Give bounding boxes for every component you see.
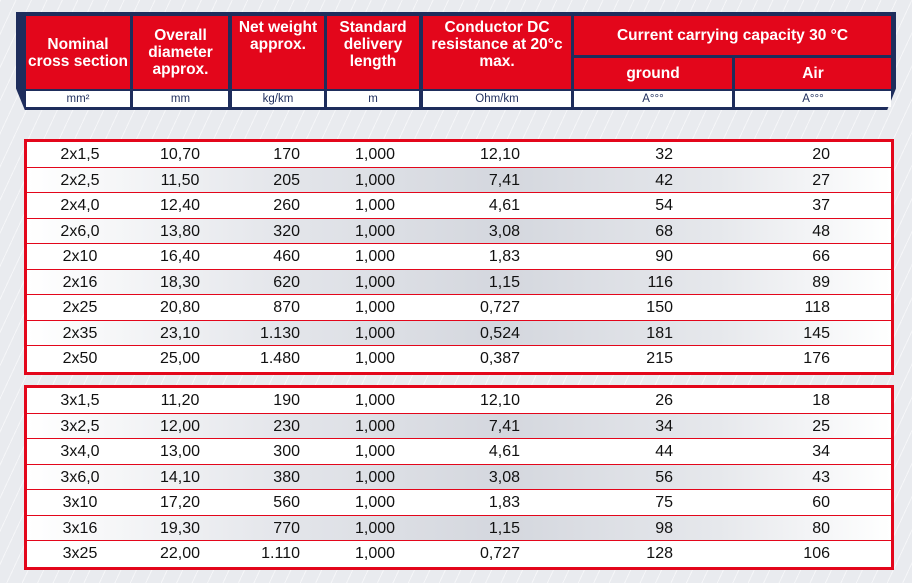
cell-diameter: 13,80 bbox=[159, 222, 201, 240]
cell-weight: 1.110 bbox=[261, 545, 300, 562]
table-block-2-core bbox=[24, 139, 894, 375]
cell-delivery: 1,000 bbox=[354, 222, 396, 240]
cell-weight: 260 bbox=[273, 197, 300, 214]
cell-air: 37 bbox=[812, 197, 830, 214]
cell-diameter: 12,40 bbox=[159, 197, 201, 214]
cell-diameter: 18,30 bbox=[159, 273, 201, 291]
cell-resistance: 1,83 bbox=[488, 248, 520, 265]
cell-ground: 34 bbox=[655, 417, 673, 435]
cell-delivery: 1,000 bbox=[354, 494, 396, 511]
cell-air: 80 bbox=[812, 519, 830, 537]
cell-resistance: 0,524 bbox=[479, 324, 520, 342]
cell-diameter: 11,50 bbox=[160, 171, 200, 189]
cell-diameter: 25,00 bbox=[159, 350, 201, 367]
cell-nominal: 3x10 bbox=[62, 494, 98, 511]
unit-delivery: m bbox=[327, 91, 419, 107]
cell-air: 43 bbox=[812, 468, 830, 486]
cell-diameter: 23,10 bbox=[159, 324, 201, 342]
cell-resistance: 12,10 bbox=[479, 146, 520, 163]
cell-nominal: 2x4,0 bbox=[60, 197, 100, 214]
cell-weight: 320 bbox=[273, 222, 300, 240]
cell-resistance: 1,15 bbox=[488, 519, 520, 537]
cell-resistance: 4,61 bbox=[488, 443, 520, 460]
cell-delivery: 1,000 bbox=[354, 392, 396, 409]
cell-nominal: 2x50 bbox=[62, 350, 98, 367]
cell-air: 106 bbox=[803, 545, 830, 562]
cell-delivery: 1,000 bbox=[354, 350, 396, 367]
cell-ground: 75 bbox=[655, 494, 673, 511]
cell-weight: 170 bbox=[273, 146, 300, 163]
cell-ground: 32 bbox=[655, 146, 673, 163]
cell-nominal: 3x16 bbox=[62, 519, 98, 537]
table-row bbox=[27, 439, 891, 465]
cell-nominal: 3x6,0 bbox=[60, 468, 100, 486]
cell-resistance: 4,61 bbox=[488, 197, 520, 214]
table-row bbox=[27, 388, 891, 414]
cell-air: 25 bbox=[812, 417, 830, 435]
unit-air: A°°° bbox=[735, 91, 891, 107]
cell-diameter: 22,00 bbox=[159, 545, 201, 562]
cell-weight: 205 bbox=[273, 171, 300, 189]
cell-diameter: 20,80 bbox=[159, 299, 201, 316]
cell-delivery: 1,000 bbox=[354, 519, 396, 537]
header-net-weight: Net weight approx. bbox=[232, 16, 324, 89]
cell-nominal: 2x35 bbox=[62, 324, 98, 342]
cell-air: 18 bbox=[812, 392, 830, 409]
cell-resistance: 3,08 bbox=[488, 222, 520, 240]
cell-ground: 56 bbox=[655, 468, 673, 486]
table-row bbox=[27, 490, 891, 516]
cell-resistance: 1,15 bbox=[488, 273, 520, 291]
table-row bbox=[27, 219, 891, 245]
cell-delivery: 1,000 bbox=[354, 468, 396, 486]
cell-ground: 68 bbox=[655, 222, 673, 240]
table-row bbox=[27, 414, 891, 440]
cell-air: 176 bbox=[803, 350, 830, 367]
cell-diameter: 11,20 bbox=[160, 392, 200, 409]
cell-delivery: 1,000 bbox=[354, 324, 396, 342]
cell-weight: 560 bbox=[273, 494, 300, 511]
table-row bbox=[27, 142, 891, 168]
cell-delivery: 1,000 bbox=[354, 171, 396, 189]
cell-air: 27 bbox=[812, 171, 830, 189]
cell-air: 66 bbox=[812, 248, 830, 265]
cell-resistance: 3,08 bbox=[488, 468, 520, 486]
unit-resistance: Ohm/km bbox=[423, 91, 571, 107]
header-ground: ground bbox=[574, 58, 732, 89]
cell-nominal: 2x6,0 bbox=[60, 222, 100, 240]
cell-diameter: 10,70 bbox=[159, 146, 201, 163]
unit-diameter: mm bbox=[133, 91, 228, 107]
header-current-carrying-capacity: Current carrying capacity 30 °C bbox=[574, 16, 891, 55]
cell-diameter: 19,30 bbox=[159, 519, 201, 537]
table-row bbox=[27, 516, 891, 542]
cell-ground: 181 bbox=[646, 324, 673, 342]
cell-delivery: 1,000 bbox=[354, 273, 396, 291]
cell-air: 34 bbox=[812, 443, 830, 460]
cell-delivery: 1,000 bbox=[354, 146, 396, 163]
cell-ground: 26 bbox=[655, 392, 673, 409]
table-row bbox=[27, 270, 891, 296]
unit-weight: kg/km bbox=[232, 91, 324, 107]
cell-resistance: 0,727 bbox=[479, 545, 520, 562]
cell-ground: 128 bbox=[646, 545, 673, 562]
table-block-3-core bbox=[24, 385, 894, 570]
cell-weight: 300 bbox=[273, 443, 300, 460]
cell-ground: 44 bbox=[655, 443, 673, 460]
cell-nominal: 3x4,0 bbox=[60, 443, 100, 460]
cell-resistance: 0,387 bbox=[479, 350, 520, 367]
cell-air: 20 bbox=[812, 146, 830, 163]
cell-ground: 54 bbox=[655, 197, 673, 214]
cell-ground: 98 bbox=[655, 519, 673, 537]
table-row bbox=[27, 321, 891, 347]
cell-weight: 190 bbox=[273, 392, 300, 409]
cell-air: 145 bbox=[803, 324, 830, 342]
cell-resistance: 12,10 bbox=[479, 392, 520, 409]
cell-nominal: 3x1,5 bbox=[60, 392, 100, 409]
cell-nominal: 2x25 bbox=[62, 299, 98, 316]
table-row bbox=[27, 541, 891, 567]
cell-air: 89 bbox=[812, 273, 830, 291]
cell-air: 118 bbox=[804, 299, 830, 316]
cell-weight: 620 bbox=[273, 273, 300, 291]
cell-ground: 42 bbox=[655, 171, 673, 189]
cell-ground: 116 bbox=[647, 273, 673, 291]
cell-weight: 870 bbox=[273, 299, 300, 316]
header-air: Air bbox=[735, 58, 891, 89]
header-conductor-dc-resistance: Conductor DC resistance at 20°c max. bbox=[423, 16, 571, 89]
cell-weight: 770 bbox=[273, 519, 300, 537]
cell-ground: 215 bbox=[646, 350, 673, 367]
cell-resistance: 1,83 bbox=[488, 494, 520, 511]
header-standard-delivery-length: Standard delivery length bbox=[327, 16, 419, 89]
cell-nominal: 2x16 bbox=[62, 273, 98, 291]
cell-delivery: 1,000 bbox=[354, 417, 396, 435]
cell-nominal: 2x2,5 bbox=[60, 171, 100, 189]
cell-delivery: 1,000 bbox=[354, 443, 396, 460]
cell-diameter: 12,00 bbox=[159, 417, 201, 435]
cell-resistance: 0,727 bbox=[479, 299, 520, 316]
cell-ground: 150 bbox=[646, 299, 673, 316]
cell-diameter: 14,10 bbox=[159, 468, 201, 486]
cell-diameter: 13,00 bbox=[159, 443, 201, 460]
unit-nominal: mm² bbox=[26, 91, 130, 107]
cell-air: 48 bbox=[812, 222, 830, 240]
cell-delivery: 1,000 bbox=[354, 545, 396, 562]
cell-delivery: 1,000 bbox=[354, 299, 396, 316]
cell-delivery: 1,000 bbox=[354, 197, 396, 214]
cell-nominal: 2x10 bbox=[62, 248, 98, 265]
table-row bbox=[27, 244, 891, 270]
cell-resistance: 7,41 bbox=[488, 417, 520, 435]
table-row bbox=[27, 193, 891, 219]
header-overall-diameter: Overall diameter approx. bbox=[133, 16, 228, 89]
cell-nominal: 3x2,5 bbox=[60, 417, 100, 435]
cell-weight: 1.130 bbox=[259, 324, 300, 342]
cell-ground: 90 bbox=[655, 248, 673, 265]
cell-weight: 460 bbox=[273, 248, 300, 265]
unit-ground: A°°° bbox=[574, 91, 732, 107]
cell-diameter: 17,20 bbox=[159, 494, 201, 511]
cell-weight: 380 bbox=[273, 468, 300, 486]
cell-air: 60 bbox=[812, 494, 830, 511]
cell-resistance: 7,41 bbox=[488, 171, 520, 189]
cell-nominal: 3x25 bbox=[62, 545, 98, 562]
cell-nominal: 2x1,5 bbox=[60, 146, 100, 163]
table-row bbox=[27, 168, 891, 194]
cell-weight: 1.480 bbox=[259, 350, 300, 367]
table-row bbox=[27, 465, 891, 491]
cell-delivery: 1,000 bbox=[354, 248, 396, 265]
cell-diameter: 16,40 bbox=[159, 248, 201, 265]
header-nominal-cross-section: Nominal cross section bbox=[26, 16, 130, 89]
table-row bbox=[27, 346, 891, 372]
cell-weight: 230 bbox=[273, 417, 300, 435]
table-row bbox=[27, 295, 891, 321]
